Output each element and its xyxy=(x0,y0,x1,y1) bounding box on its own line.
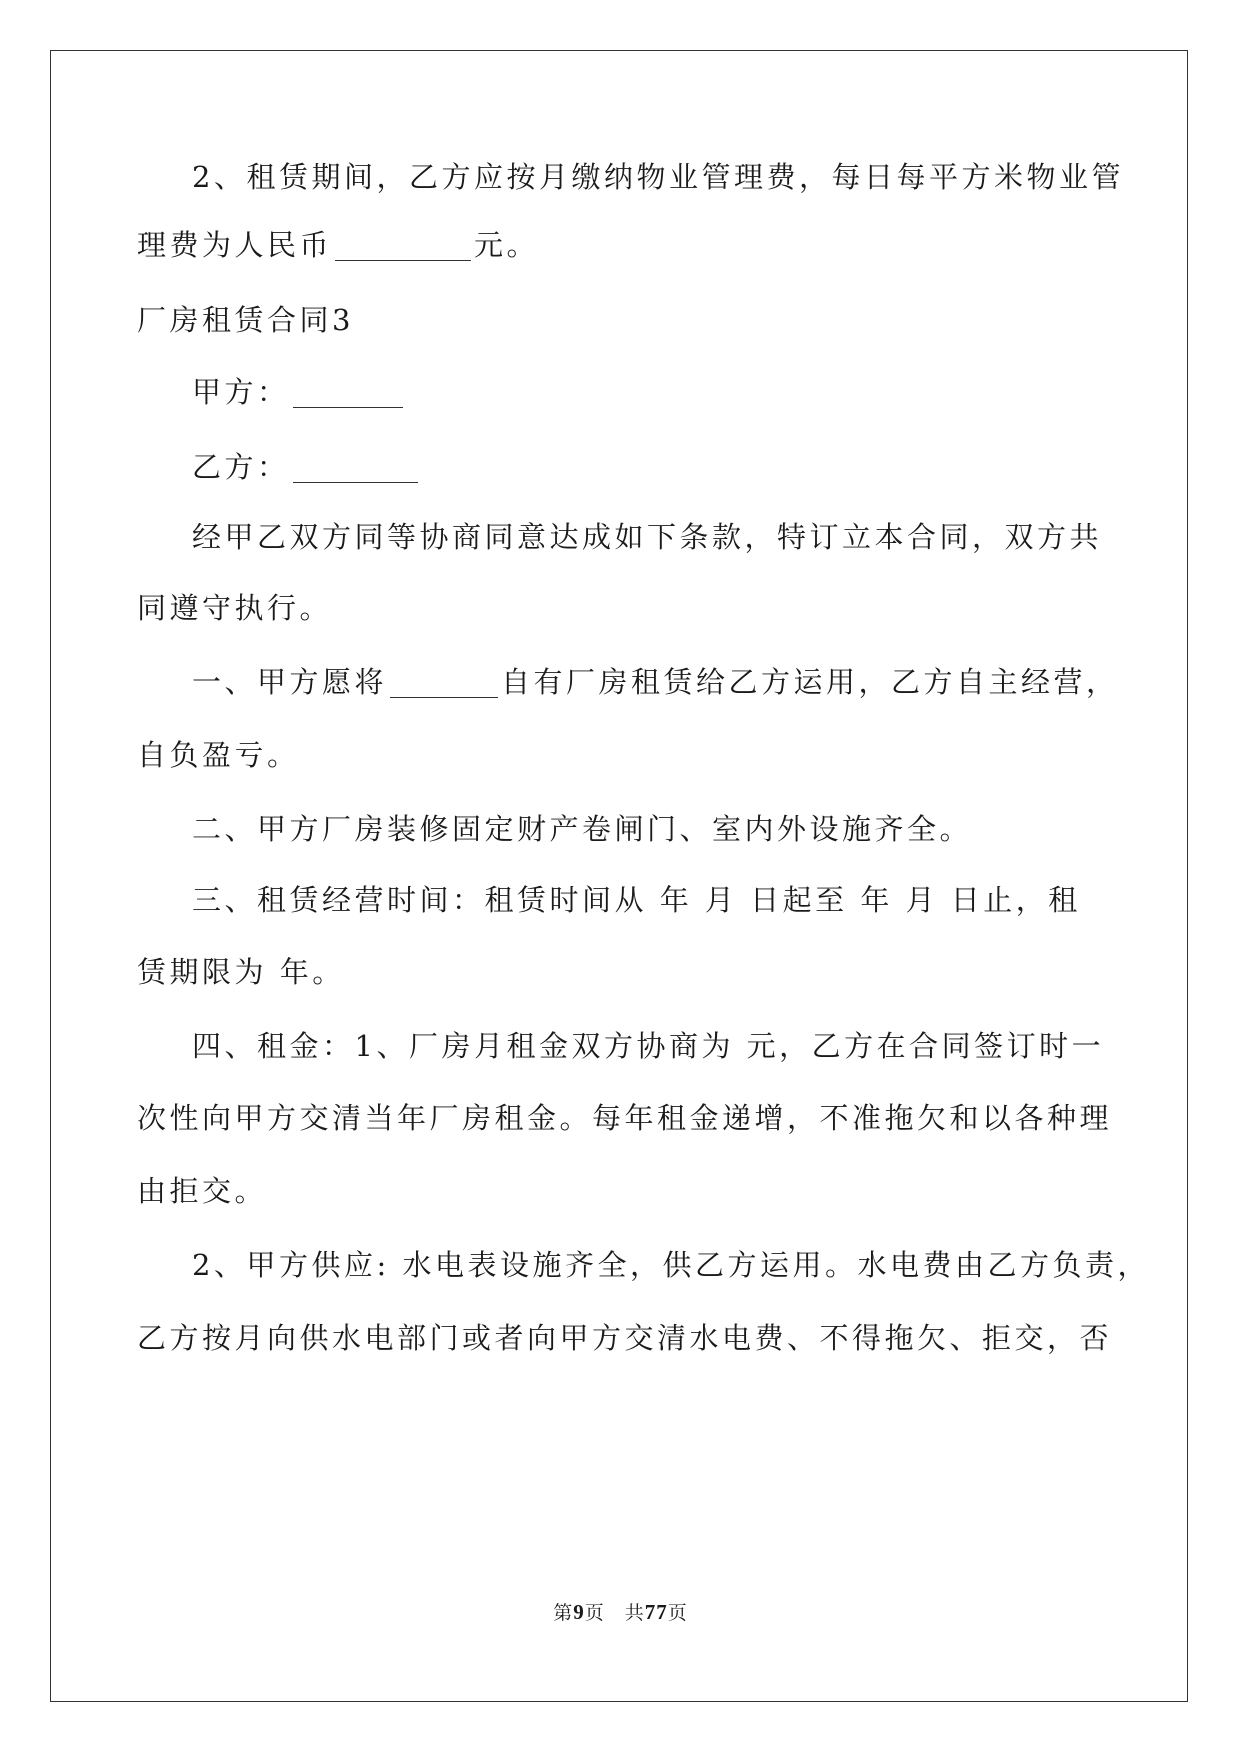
page-footer xyxy=(0,1600,1241,1625)
footer-prefix: 第 xyxy=(553,1602,574,1624)
paragraph-line: 四、租金：1、厂房月租金双方协商为 元，乙方在合同签订时一 xyxy=(192,1029,1105,1063)
current-page-number: 9 xyxy=(573,1600,585,1624)
paragraph-line: 次性向甲方交清当年厂房租金。每年租金递增，不准拖欠和以各种理 xyxy=(137,1101,1113,1135)
party-a-line: 甲方： xyxy=(192,372,406,412)
paragraph-line: 三、租赁经营时间：租赁时间从 年 月 日起至 年 月 日止，租 xyxy=(192,883,1081,917)
total-pages-number: 77 xyxy=(644,1600,668,1624)
fill-blank xyxy=(293,377,403,408)
paragraph-line: 2、租赁期间，乙方应按月缴纳物业管理费，每日每平方米物业管 xyxy=(192,160,1124,194)
footer-suffix: 页 xyxy=(667,1602,688,1624)
paragraph-line: 乙方按月向供水电部门或者向甲方交清水电费、不得拖欠、拒交，否 xyxy=(137,1321,1113,1355)
paragraph-line: 自负盈亏。 xyxy=(137,738,300,772)
paragraph-line: 二、甲方厂房装修固定财产卷闸门、室内外设施齐全。 xyxy=(192,812,973,846)
fill-blank xyxy=(293,452,418,483)
section-title: 厂房租赁合同3 xyxy=(137,303,354,337)
paragraph-line: 2、甲方供应: 水电表设施齐全，供乙方运用。水电费由乙方负责， xyxy=(192,1248,1150,1282)
page-border xyxy=(50,50,1188,1702)
fill-blank xyxy=(390,667,498,698)
paragraph-line: 赁期限为 年。 xyxy=(137,955,345,989)
paragraph-line: 一、甲方愿将 自有厂房租赁给乙方运用，乙方自主经营， xyxy=(192,665,1119,699)
party-b-line: 乙方： xyxy=(192,447,421,487)
paragraph-line: 经甲乙双方同等协商同意达成如下条款，特订立本合同，双方共 xyxy=(192,520,1103,554)
paragraph-line: 同遵守执行。 xyxy=(137,591,333,625)
paragraph-line: 由拒交。 xyxy=(137,1174,268,1208)
footer-mid: 页 共 xyxy=(584,1602,645,1624)
paragraph-line: 理费为人民币 元。 xyxy=(137,228,540,262)
fill-blank xyxy=(335,230,471,261)
